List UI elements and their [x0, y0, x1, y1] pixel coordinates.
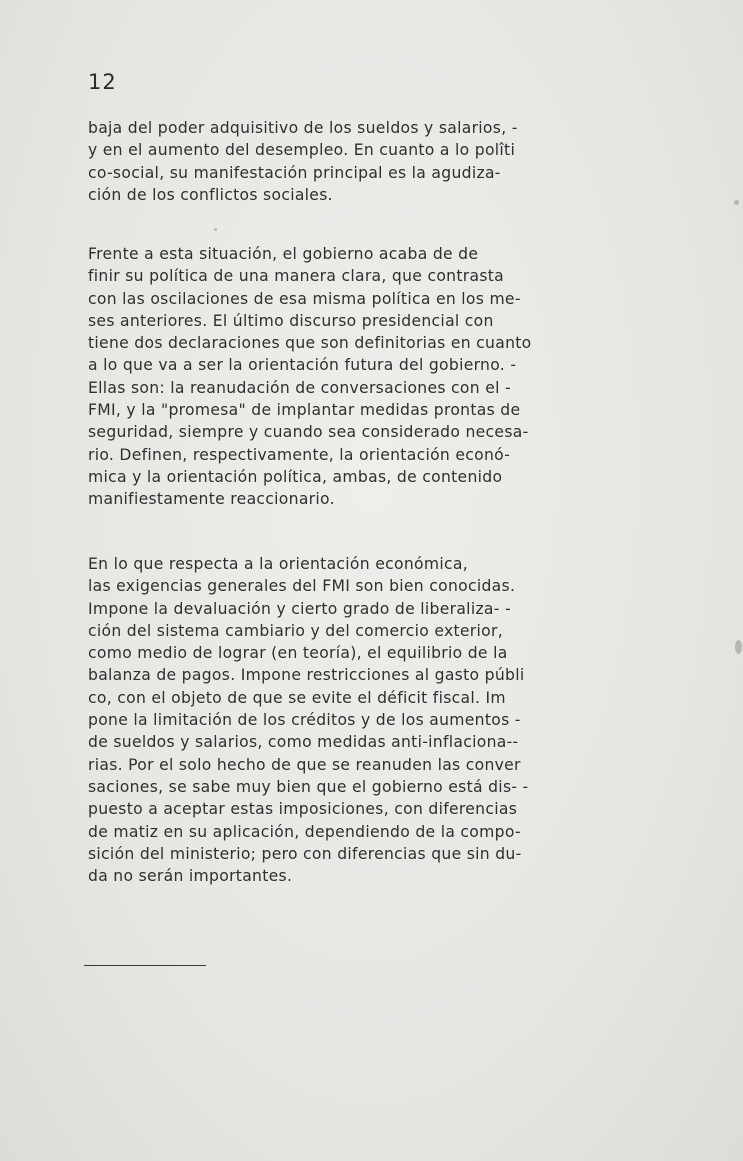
page-number: 12 — [88, 70, 117, 94]
paragraph-2: Frente a esta situación, el gobierno acaba de de finir su política de una manera clara, que contrasta con las oscilaciones de esa misma política en los me- ses anteriores. El último discurso presidencial con tiene dos declaraciones que son definitorias en cuanto a lo que va a ser la orientación futura del gobierno. - Ellas son: la reanudación de conversaciones con el - FMI, y la "promesa" de implantar medidas prontas de seguridad, siempre y cuando sea considerado necesa- rio. Definen, respectivamente, la orientación econó- mica y la orientación política, ambas, de contenido manifiestamente reaccionario. — [88, 245, 532, 509]
paragraph-3: En lo que respecta a la orientación económica, las exigencias generales del FMI son bien conocidas. Impone la devaluación y cierto grado de liberaliza- - ción del sistema cambiario y del comercio exterior, como medio de lograr (en teoría), el equilibrio de la balanza de pagos. Impone restricciones al gasto públi co, con el objeto de que se evite el déficit fiscal. Im pone la limitación de los créditos y de los aumentos - de sueldos y salarios, como medidas anti-inflaciona-- rias. Por el solo hecho de que se reanuden las conver saciones, se sabe muy bien que el gobierno está dis- - puesto a aceptar estas imposiciones, con diferencias de matiz en su aplicación, dependiendo de la compo- sición del ministerio; pero con diferencias que sin du- da no serán importantes. — [88, 555, 529, 886]
footnote-rule — [84, 965, 206, 966]
scan-speck — [734, 200, 739, 205]
scan-speck — [735, 640, 742, 654]
paragraph-1: baja del poder adquisitivo de los sueldos y salarios, - y en el aumento del desempleo. En cuanto a lo polîti co-social, su manifestación principal es la agudiza- ción de los conflictos sociales. — [88, 119, 518, 204]
scan-speck — [214, 228, 217, 231]
